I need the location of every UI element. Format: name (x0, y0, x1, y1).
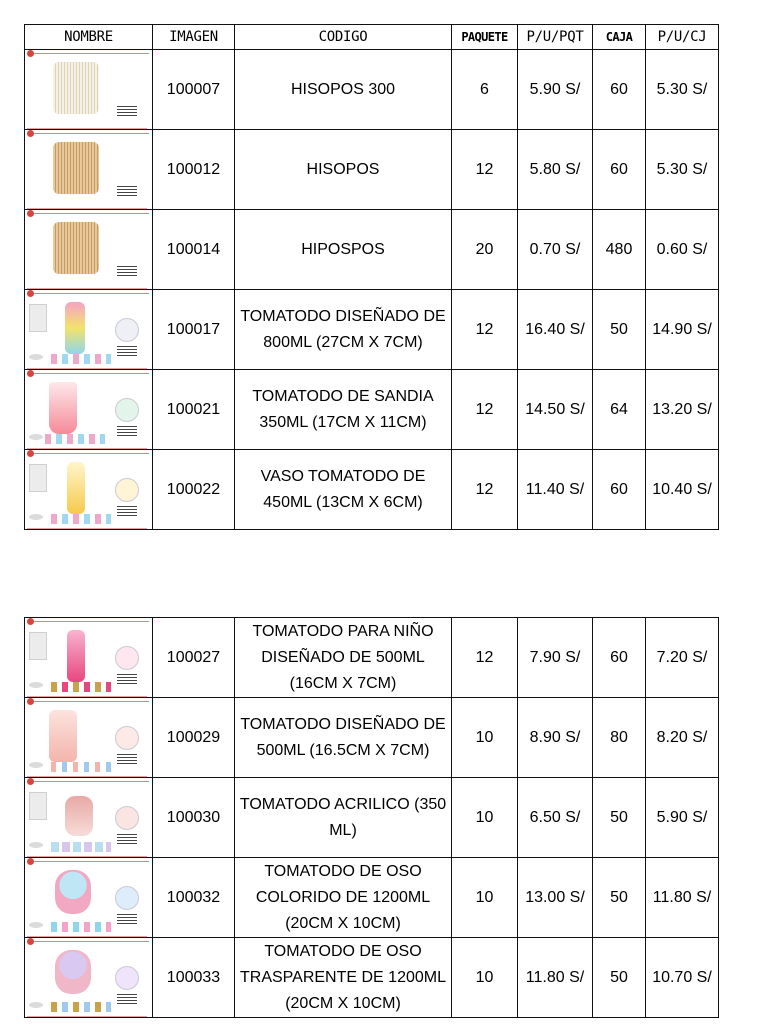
product-pu-pqt: 7.90 S/ (518, 618, 593, 698)
product-code: 100012 (153, 130, 235, 210)
product-paquete: 12 (452, 450, 518, 530)
price-table-2 (24, 617, 719, 1018)
product-caja: 480 (593, 210, 646, 290)
product-desc: HIPOSPOS (235, 210, 452, 290)
acrylic-cup-icon (65, 796, 93, 836)
product-paquete: 10 (452, 778, 518, 858)
product-caja: 60 (593, 50, 646, 130)
product-paquete: 10 (452, 858, 518, 938)
table-row (25, 618, 719, 698)
product-pu-cj: 10.70 S/ (646, 938, 719, 1018)
product-pu-pqt: 11.40 S/ (518, 450, 593, 530)
table-row (25, 210, 719, 290)
header-pu-cj: P/U/CJ (646, 25, 719, 50)
product-pu-cj: 13.20 S/ (646, 370, 719, 450)
product-paquete: 12 (452, 370, 518, 450)
product-pu-cj: 5.90 S/ (646, 778, 719, 858)
product-thumbnail (25, 370, 153, 450)
product-paquete: 12 (452, 290, 518, 370)
cotton-swab-pack-icon (53, 142, 99, 194)
product-thumbnail (25, 778, 153, 858)
product-thumbnail (25, 618, 153, 698)
product-pu-cj: 10.40 S/ (646, 450, 719, 530)
product-code: 100007 (153, 50, 235, 130)
product-desc: VASO TOMATODO DE 450ML (13CM X 6CM) (235, 450, 452, 530)
product-caja: 80 (593, 698, 646, 778)
product-code: 100029 (153, 698, 235, 778)
product-pu-pqt: 0.70 S/ (518, 210, 593, 290)
product-thumbnail (25, 130, 153, 210)
product-caja: 60 (593, 618, 646, 698)
product-thumbnail (25, 450, 153, 530)
table-row (25, 938, 719, 1018)
product-paquete: 20 (452, 210, 518, 290)
product-desc: TOMATODO ACRILICO (350 ML) (235, 778, 452, 858)
table-row (25, 50, 719, 130)
product-code: 100017 (153, 290, 235, 370)
product-thumbnail (25, 290, 153, 370)
product-desc: TOMATODO PARA NIÑO DISEÑADO DE 500ML (16CM X 7CM) (235, 618, 452, 698)
product-pu-pqt: 11.80 S/ (518, 938, 593, 1018)
product-caja: 64 (593, 370, 646, 450)
kids-bottle-icon (67, 630, 85, 682)
header-nombre: NOMBRE (25, 25, 153, 50)
table-row (25, 858, 719, 938)
product-thumbnail (25, 698, 153, 778)
product-thumbnail (25, 938, 153, 1018)
product-paquete: 12 (452, 130, 518, 210)
product-pu-pqt: 5.80 S/ (518, 130, 593, 210)
product-code: 100033 (153, 938, 235, 1018)
tumbler-cup-icon (67, 462, 85, 514)
table-row (25, 290, 719, 370)
product-desc: HISOPOS (235, 130, 452, 210)
product-caja: 50 (593, 938, 646, 1018)
table-row (25, 698, 719, 778)
product-pu-pqt: 6.50 S/ (518, 778, 593, 858)
product-code: 100027 (153, 618, 235, 698)
table-row (25, 370, 719, 450)
bear-bottle-icon (55, 950, 91, 994)
header-caja: CAJA (593, 25, 646, 50)
product-caja: 50 (593, 290, 646, 370)
product-pu-pqt: 14.50 S/ (518, 370, 593, 450)
product-desc: HISOPOS 300 (235, 50, 452, 130)
product-caja: 50 (593, 778, 646, 858)
bear-bottle-icon (55, 870, 91, 914)
product-pu-pqt: 16.40 S/ (518, 290, 593, 370)
cotton-swab-pack-icon (53, 222, 99, 274)
watermelon-cup-icon (49, 382, 77, 434)
product-pu-cj: 0.60 S/ (646, 210, 719, 290)
product-code: 100032 (153, 858, 235, 938)
water-bottle-icon (49, 710, 77, 762)
product-paquete: 10 (452, 938, 518, 1018)
table-row (25, 450, 719, 530)
product-paquete: 6 (452, 50, 518, 130)
product-pu-pqt: 5.90 S/ (518, 50, 593, 130)
product-desc: TOMATODO DE SANDIA 350ML (17CM X 11CM) (235, 370, 452, 450)
product-desc: TOMATODO DE OSO COLORIDO DE 1200ML (20CM X 10CM) (235, 858, 452, 938)
product-paquete: 10 (452, 698, 518, 778)
water-bottle-icon (65, 302, 85, 354)
product-caja: 60 (593, 130, 646, 210)
header-imagen: IMAGEN (153, 25, 235, 50)
product-pu-cj: 11.80 S/ (646, 858, 719, 938)
product-thumbnail (25, 858, 153, 938)
product-pu-cj: 5.30 S/ (646, 130, 719, 210)
product-pu-cj: 8.20 S/ (646, 698, 719, 778)
product-thumbnail (25, 210, 153, 290)
product-paquete: 12 (452, 618, 518, 698)
product-caja: 50 (593, 858, 646, 938)
product-pu-cj: 5.30 S/ (646, 50, 719, 130)
product-caja: 60 (593, 450, 646, 530)
header-codigo: CODIGO (235, 25, 452, 50)
product-code: 100021 (153, 370, 235, 450)
product-code: 100014 (153, 210, 235, 290)
cotton-swab-pack-icon (53, 62, 99, 114)
product-desc: TOMATODO DE OSO TRASPARENTE DE 1200ML (20CM X 10CM) (235, 938, 452, 1018)
header-row (25, 25, 719, 50)
price-table-1 (24, 24, 719, 530)
product-code: 100030 (153, 778, 235, 858)
product-pu-cj: 14.90 S/ (646, 290, 719, 370)
product-desc: TOMATODO DISEÑADO DE 800ML (27CM X 7CM) (235, 290, 452, 370)
table-row (25, 130, 719, 210)
product-code: 100022 (153, 450, 235, 530)
header-pu-pqt: P/U/PQT (518, 25, 593, 50)
header-paquete: PAQUETE (452, 25, 518, 50)
product-pu-pqt: 13.00 S/ (518, 858, 593, 938)
product-pu-pqt: 8.90 S/ (518, 698, 593, 778)
table-row (25, 778, 719, 858)
product-pu-cj: 7.20 S/ (646, 618, 719, 698)
product-desc: TOMATODO DISEÑADO DE 500ML (16.5CM X 7CM) (235, 698, 452, 778)
product-thumbnail (25, 50, 153, 130)
